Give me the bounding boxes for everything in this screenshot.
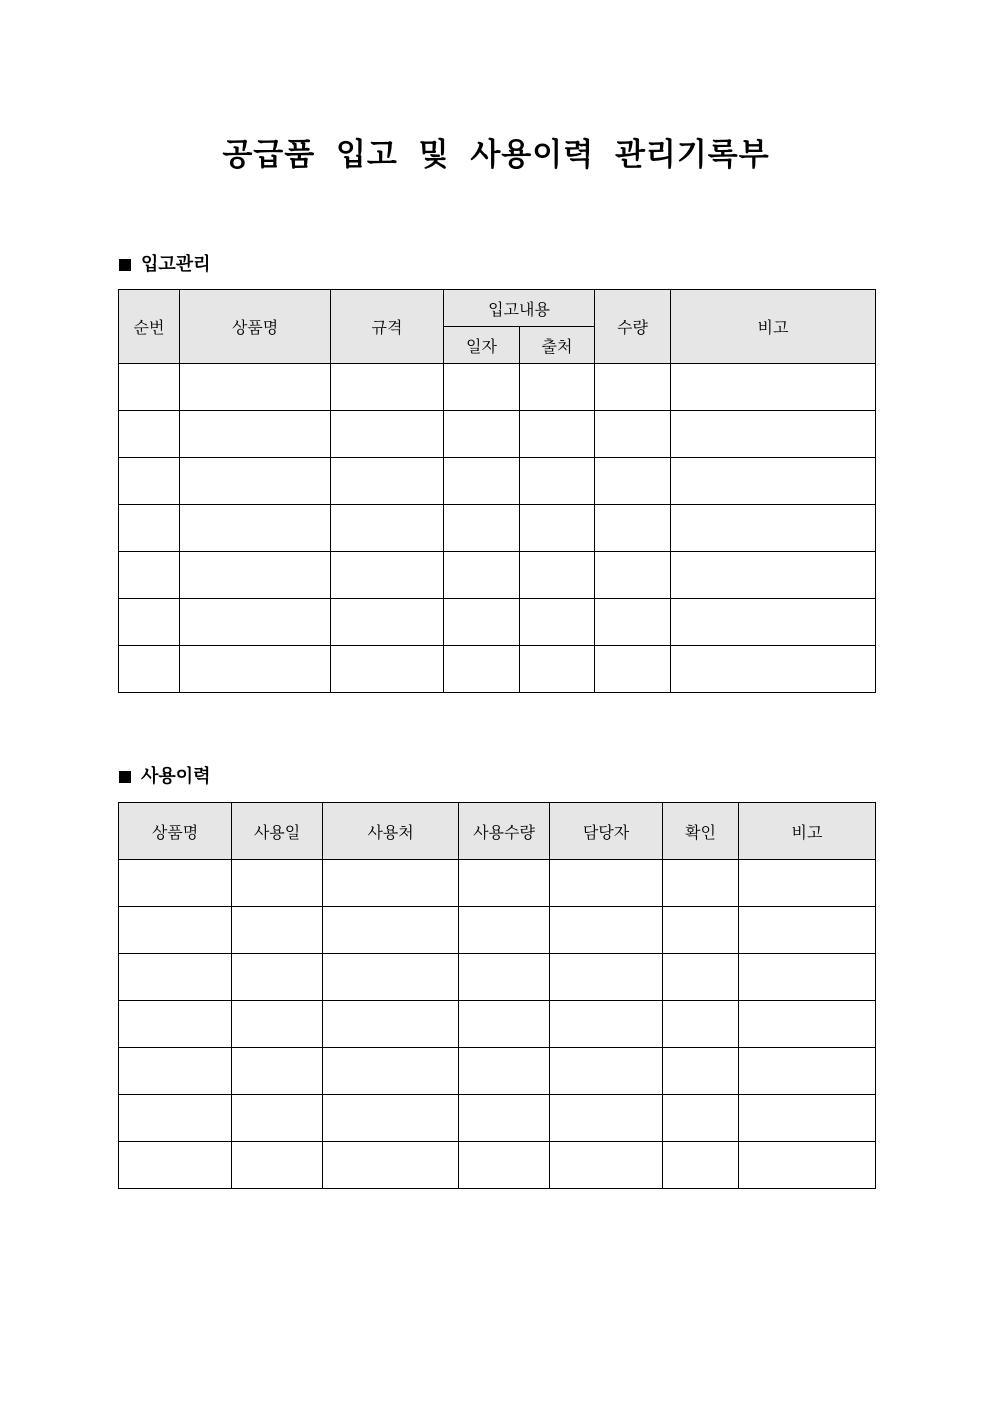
table-cell[interactable] <box>119 364 180 411</box>
table-cell[interactable] <box>739 860 876 907</box>
table-row <box>119 1001 876 1048</box>
table-cell[interactable] <box>119 411 180 458</box>
header-source: 출처 <box>520 327 595 364</box>
table-cell[interactable] <box>550 954 663 1001</box>
page-title: 공급품 입고 및 사용이력 관리기록부 <box>222 137 770 173</box>
table-cell[interactable] <box>671 552 876 599</box>
intake-table <box>118 289 876 693</box>
table-row <box>119 1142 876 1189</box>
table-cell[interactable] <box>180 458 331 505</box>
table-cell[interactable] <box>739 954 876 1001</box>
header-product-name: 상품명 <box>180 290 331 364</box>
table-cell[interactable] <box>671 458 876 505</box>
table-cell[interactable] <box>520 364 595 411</box>
intake-section-heading <box>119 253 211 277</box>
table-cell[interactable] <box>739 1001 876 1048</box>
table-cell[interactable] <box>444 411 520 458</box>
table-cell[interactable] <box>232 1142 323 1189</box>
table-cell[interactable] <box>119 458 180 505</box>
table-cell[interactable] <box>459 860 550 907</box>
table-cell[interactable] <box>550 1001 663 1048</box>
usage-table <box>118 802 876 1189</box>
table-cell[interactable] <box>331 411 444 458</box>
table-cell[interactable] <box>663 1001 739 1048</box>
table-cell[interactable] <box>119 1142 232 1189</box>
square-bullet-icon <box>119 259 131 271</box>
intake-section-title: 입고관리 <box>141 254 211 275</box>
table-cell[interactable] <box>550 860 663 907</box>
table-cell[interactable] <box>232 907 323 954</box>
table-cell[interactable] <box>595 599 671 646</box>
table-cell[interactable] <box>444 599 520 646</box>
table-cell[interactable] <box>323 1001 459 1048</box>
table-cell[interactable] <box>595 505 671 552</box>
table-cell[interactable] <box>671 364 876 411</box>
table-row <box>119 411 876 458</box>
table-cell[interactable] <box>323 1048 459 1095</box>
table-cell[interactable] <box>550 1095 663 1142</box>
table-cell[interactable] <box>232 1048 323 1095</box>
table-cell[interactable] <box>331 646 444 693</box>
table-row <box>119 1095 876 1142</box>
table-cell[interactable] <box>180 552 331 599</box>
header-spec: 규격 <box>331 290 444 364</box>
usage-section-heading <box>119 765 211 789</box>
table-cell[interactable] <box>550 907 663 954</box>
usage-section-title: 사용이력 <box>141 766 211 787</box>
table-cell[interactable] <box>595 646 671 693</box>
table-cell[interactable] <box>550 1142 663 1189</box>
table-cell[interactable] <box>663 1095 739 1142</box>
table-cell[interactable] <box>671 505 876 552</box>
table-cell[interactable] <box>180 364 331 411</box>
table-cell[interactable] <box>520 552 595 599</box>
table-cell[interactable] <box>232 860 323 907</box>
table-cell[interactable] <box>595 364 671 411</box>
table-cell[interactable] <box>323 907 459 954</box>
table-cell[interactable] <box>459 907 550 954</box>
table-cell[interactable] <box>459 1142 550 1189</box>
table-cell[interactable] <box>520 411 595 458</box>
table-cell[interactable] <box>739 1095 876 1142</box>
table-cell[interactable] <box>520 599 595 646</box>
table-row <box>119 364 876 411</box>
header-product-name: 상품명 <box>119 803 232 860</box>
table-cell[interactable] <box>331 364 444 411</box>
header-quantity: 수량 <box>595 290 671 364</box>
table-cell[interactable] <box>671 411 876 458</box>
table-cell[interactable] <box>119 599 180 646</box>
table-cell[interactable] <box>232 954 323 1001</box>
table-cell[interactable] <box>520 458 595 505</box>
table-cell[interactable] <box>180 646 331 693</box>
table-row <box>119 860 876 907</box>
table-cell[interactable] <box>119 505 180 552</box>
intake-header-row <box>119 290 876 327</box>
table-cell[interactable] <box>232 1001 323 1048</box>
table-cell[interactable] <box>119 954 232 1001</box>
table-cell[interactable] <box>444 552 520 599</box>
table-cell[interactable] <box>459 1048 550 1095</box>
table-cell[interactable] <box>119 1048 232 1095</box>
header-confirm: 확인 <box>663 803 739 860</box>
table-cell[interactable] <box>119 907 232 954</box>
table-cell[interactable] <box>323 954 459 1001</box>
table-cell[interactable] <box>180 599 331 646</box>
table-row <box>119 599 876 646</box>
table-cell[interactable] <box>663 1048 739 1095</box>
table-cell[interactable] <box>739 1142 876 1189</box>
table-row <box>119 552 876 599</box>
table-cell[interactable] <box>119 646 180 693</box>
header-use-quantity: 사용수량 <box>459 803 550 860</box>
table-cell[interactable] <box>331 599 444 646</box>
table-cell[interactable] <box>663 860 739 907</box>
table-row <box>119 646 876 693</box>
header-remarks: 비고 <box>739 803 876 860</box>
header-no: 순번 <box>119 290 180 364</box>
table-cell[interactable] <box>459 954 550 1001</box>
table-cell[interactable] <box>323 860 459 907</box>
table-cell[interactable] <box>663 954 739 1001</box>
table-cell[interactable] <box>663 907 739 954</box>
table-cell[interactable] <box>180 505 331 552</box>
table-cell[interactable] <box>595 458 671 505</box>
table-row <box>119 458 876 505</box>
table-cell[interactable] <box>663 1142 739 1189</box>
table-cell[interactable] <box>323 1142 459 1189</box>
header-remarks: 비고 <box>671 290 876 364</box>
table-cell[interactable] <box>119 1001 232 1048</box>
header-use-place: 사용처 <box>323 803 459 860</box>
table-cell[interactable] <box>671 599 876 646</box>
table-cell[interactable] <box>444 458 520 505</box>
table-cell[interactable] <box>232 1095 323 1142</box>
table-cell[interactable] <box>739 1048 876 1095</box>
table-row <box>119 505 876 552</box>
table-cell[interactable] <box>550 1048 663 1095</box>
header-intake-details: 입고내용 <box>444 290 595 327</box>
table-cell[interactable] <box>331 552 444 599</box>
header-person-in-charge: 담당자 <box>550 803 663 860</box>
table-cell[interactable] <box>119 1095 232 1142</box>
usage-header-row <box>119 803 876 860</box>
table-cell[interactable] <box>739 907 876 954</box>
table-cell[interactable] <box>520 646 595 693</box>
table-cell[interactable] <box>323 1095 459 1142</box>
table-cell[interactable] <box>520 505 595 552</box>
table-cell[interactable] <box>444 505 520 552</box>
table-cell[interactable] <box>459 1001 550 1048</box>
table-cell[interactable] <box>444 646 520 693</box>
table-cell[interactable] <box>119 860 232 907</box>
table-row <box>119 907 876 954</box>
table-row <box>119 1048 876 1095</box>
header-date: 일자 <box>444 327 520 364</box>
table-cell[interactable] <box>331 505 444 552</box>
table-cell[interactable] <box>595 411 671 458</box>
table-cell[interactable] <box>119 552 180 599</box>
table-cell[interactable] <box>595 552 671 599</box>
table-cell[interactable] <box>671 646 876 693</box>
table-cell[interactable] <box>459 1095 550 1142</box>
table-cell[interactable] <box>444 364 520 411</box>
square-bullet-icon <box>119 771 131 783</box>
table-row <box>119 954 876 1001</box>
table-cell[interactable] <box>180 411 331 458</box>
header-use-date: 사용일 <box>232 803 323 860</box>
table-cell[interactable] <box>331 458 444 505</box>
